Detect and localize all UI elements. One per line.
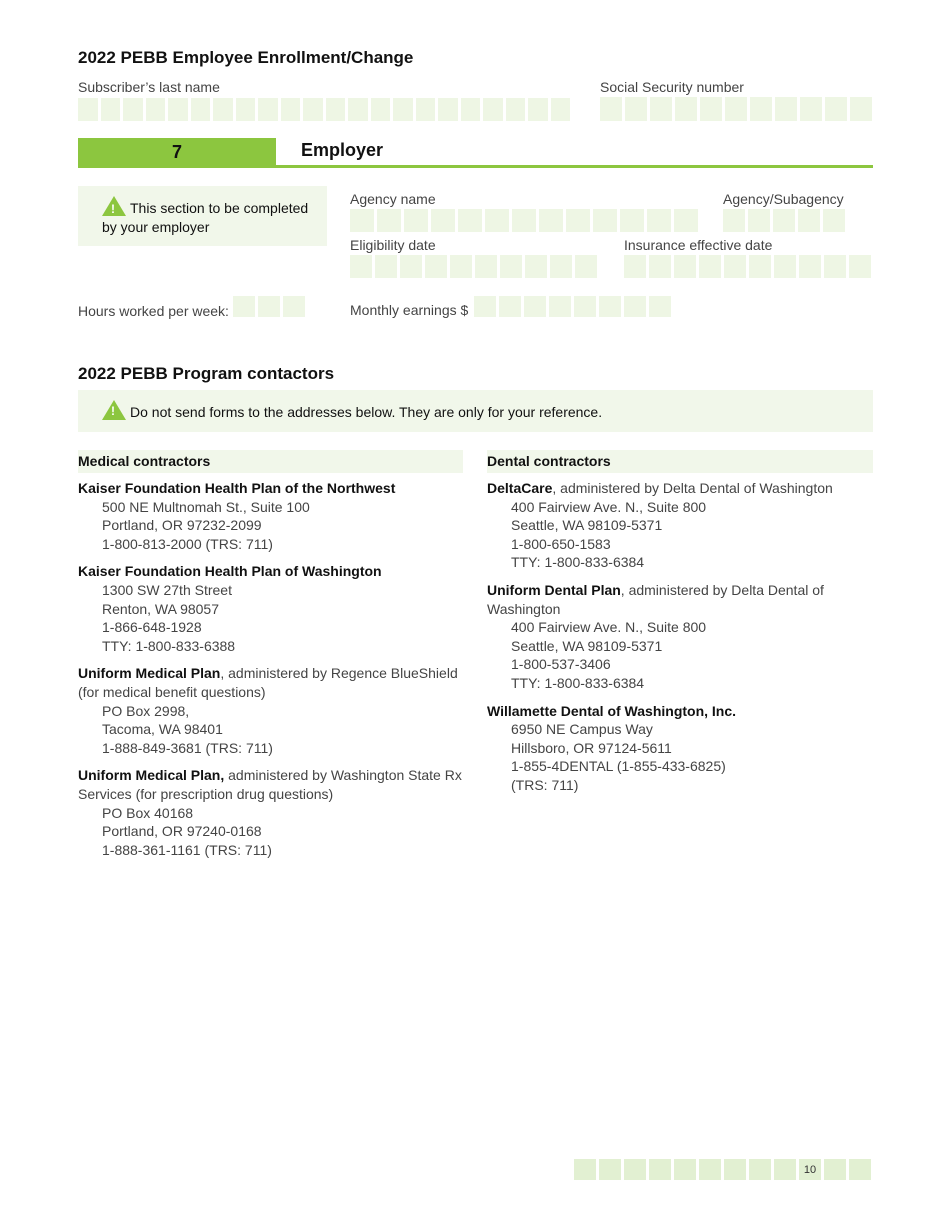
contractor-address-line: 1300 SW 27th Street: [102, 581, 232, 598]
char-box[interactable]: [539, 209, 563, 232]
earnings-field[interactable]: [474, 296, 671, 317]
footer-box: [624, 1159, 646, 1180]
char-box[interactable]: [725, 97, 747, 121]
contractor-address-line: Seattle, WA 98109-5371: [511, 637, 663, 654]
footer-box: [599, 1159, 621, 1180]
notice-text: Do not send forms to the addresses below. They are only for your reference.: [130, 404, 603, 420]
char-box[interactable]: [500, 255, 522, 278]
char-box[interactable]: [506, 98, 526, 121]
char-box[interactable]: [528, 98, 548, 121]
dental-list: [487, 479, 873, 795]
contractor-address-line: 1-855-4DENTAL (1-855-433-6825): [511, 758, 726, 775]
contractor-address-line: 400 Fairview Ave. N., Suite 800: [511, 498, 707, 515]
char-box[interactable]: [258, 98, 278, 121]
char-box[interactable]: [213, 98, 233, 121]
contractor-address-line: 1-800-813-2000 (TRS: 711): [102, 535, 273, 552]
char-box[interactable]: [458, 209, 482, 232]
contractor-entry: [487, 702, 873, 795]
char-box[interactable]: [425, 255, 447, 278]
insurance-date-field[interactable]: [624, 255, 871, 278]
earnings-label: Monthly earnings $: [350, 302, 469, 318]
contractor-entry: [78, 479, 463, 553]
last-name-label: Subscriber’s last name: [78, 79, 220, 95]
char-box[interactable]: [404, 209, 428, 232]
footer-box: [849, 1159, 871, 1180]
char-box[interactable]: [823, 209, 845, 232]
contractor-address-line: 1-866-648-1928: [102, 619, 202, 636]
last-name-field[interactable]: [78, 98, 570, 121]
contractor-name: Willamette Dental of Washington, Inc.: [487, 702, 737, 719]
contractor-address-line: PO Box 2998,: [102, 702, 190, 719]
hours-field[interactable]: [233, 296, 305, 317]
char-box[interactable]: [593, 209, 617, 232]
char-box[interactable]: [350, 209, 374, 232]
char-box[interactable]: [647, 209, 671, 232]
agency-subagency-field[interactable]: [723, 209, 845, 232]
char-box[interactable]: [750, 97, 772, 121]
char-box[interactable]: [625, 97, 647, 121]
employer-note: [78, 186, 327, 246]
char-box[interactable]: [78, 98, 98, 121]
contractor-entry: [78, 562, 463, 655]
char-box[interactable]: [674, 209, 698, 232]
contractor-address-line: PO Box 40168: [102, 804, 194, 821]
contractor-name: Kaiser Foundation Health Plan of Washington: [78, 563, 382, 580]
section-number: 7: [78, 138, 276, 166]
char-box[interactable]: [566, 209, 590, 232]
contractor-address-line: TTY: 1-800-833-6384: [511, 674, 645, 691]
char-box[interactable]: [824, 255, 846, 278]
char-box[interactable]: [348, 98, 368, 121]
char-box[interactable]: [123, 98, 143, 121]
char-box[interactable]: [438, 98, 458, 121]
char-box[interactable]: [350, 255, 372, 278]
char-box[interactable]: [281, 98, 301, 121]
char-box[interactable]: [775, 97, 797, 121]
employer-note-text: This section to be completed by your employer: [102, 200, 309, 235]
dental-heading: Dental contractors: [487, 450, 873, 473]
char-box[interactable]: [600, 97, 622, 121]
char-box[interactable]: [524, 296, 546, 317]
contractor-entry: [487, 479, 873, 572]
char-box[interactable]: [474, 296, 496, 317]
contractor-entry: [78, 766, 463, 859]
char-box[interactable]: [551, 98, 571, 121]
char-box[interactable]: [799, 255, 821, 278]
page-footer: [574, 1159, 871, 1180]
eligibility-date-field[interactable]: [350, 255, 597, 278]
char-box[interactable]: [700, 97, 722, 121]
char-box[interactable]: [371, 98, 391, 121]
medical-column: [78, 450, 463, 868]
contractor-address-line: Renton, WA 98057: [102, 600, 220, 617]
char-box[interactable]: [450, 255, 472, 278]
contractor-name: Uniform Medical Plan, administered by Washington State Rx Services (for prescription drug questions): [78, 767, 462, 802]
char-box[interactable]: [550, 255, 572, 278]
section-title: Employer: [301, 140, 384, 160]
medical-heading: Medical contractors: [78, 450, 463, 473]
contractor-address-line: 1-888-849-3681 (TRS: 711): [102, 739, 273, 756]
footer-box: [574, 1159, 596, 1180]
char-box[interactable]: [575, 255, 597, 278]
section-rule: [78, 165, 873, 168]
char-box[interactable]: [599, 296, 621, 317]
char-box[interactable]: [431, 209, 455, 232]
contactors-notice: [78, 390, 873, 432]
agency-subagency-label: Agency/Subagency: [723, 191, 844, 207]
contractor-address-line: Portland, OR 97240-0168: [102, 823, 262, 840]
char-box[interactable]: [512, 209, 536, 232]
char-box[interactable]: [400, 255, 422, 278]
contractor-address-line: 1-800-650-1583: [511, 535, 611, 552]
char-box[interactable]: [574, 296, 596, 317]
char-box[interactable]: [800, 97, 822, 121]
char-box[interactable]: [258, 296, 280, 317]
char-box[interactable]: [749, 255, 771, 278]
char-box[interactable]: [525, 255, 547, 278]
warning-icon: !: [102, 400, 126, 420]
footer-box: [699, 1159, 721, 1180]
agency-name-label: Agency name: [350, 191, 436, 207]
char-box[interactable]: [825, 97, 847, 121]
contractor-entry: [78, 664, 463, 757]
footer-box: [674, 1159, 696, 1180]
char-box[interactable]: [461, 98, 481, 121]
ssn-field[interactable]: [600, 97, 872, 121]
char-box[interactable]: [748, 209, 770, 232]
char-box[interactable]: [146, 98, 166, 121]
footer-box: [824, 1159, 846, 1180]
contractor-address-line: (TRS: 711): [511, 776, 579, 793]
insurance-date-label: Insurance effective date: [624, 237, 773, 253]
contractor-address-line: 400 Fairview Ave. N., Suite 800: [511, 619, 707, 636]
char-box[interactable]: [416, 98, 436, 121]
contractor-address-line: Tacoma, WA 98401: [102, 721, 223, 738]
char-box[interactable]: [674, 255, 696, 278]
char-box[interactable]: [101, 98, 121, 121]
contractor-address-line: Portland, OR 97232-2099: [102, 517, 262, 534]
medical-list: [78, 479, 463, 859]
hours-label: Hours worked per week:: [78, 303, 229, 319]
page-number: 10: [799, 1159, 821, 1180]
char-box[interactable]: [303, 98, 323, 121]
dental-column: [487, 450, 873, 804]
char-box[interactable]: [549, 296, 571, 317]
char-box[interactable]: [649, 255, 671, 278]
char-box[interactable]: [620, 209, 644, 232]
contractor-name: Uniform Medical Plan, administered by Regence BlueShield (for medical benefit questions): [78, 665, 458, 700]
contractor-entry: [487, 581, 873, 693]
char-box[interactable]: [375, 255, 397, 278]
contractor-address-line: TTY: 1-800-833-6388: [102, 637, 236, 654]
footer-box: [749, 1159, 771, 1180]
char-box[interactable]: [283, 296, 305, 317]
char-box[interactable]: [233, 296, 255, 317]
footer-box: [649, 1159, 671, 1180]
eligibility-date-label: Eligibility date: [350, 237, 436, 253]
char-box[interactable]: [483, 98, 503, 121]
char-box[interactable]: [168, 98, 188, 121]
contractor-address-line: Hillsboro, OR 97124-5611: [511, 739, 672, 756]
contractor-address-line: 1-800-537-3406: [511, 656, 611, 673]
contactors-heading: 2022 PEBB Program contactors: [78, 364, 335, 383]
contractor-address-line: TTY: 1-800-833-6384: [511, 554, 645, 571]
char-box[interactable]: [849, 255, 871, 278]
char-box[interactable]: [723, 209, 745, 232]
char-box[interactable]: [475, 255, 497, 278]
page-title: 2022 PEBB Employee Enrollment/Change: [78, 48, 414, 67]
ssn-label: Social Security number: [600, 79, 744, 95]
char-box[interactable]: [773, 209, 795, 232]
char-box[interactable]: [236, 98, 256, 121]
char-box[interactable]: [675, 97, 697, 121]
contractor-address-line: Seattle, WA 98109-5371: [511, 517, 663, 534]
warning-icon: !: [102, 196, 126, 216]
char-box[interactable]: [377, 209, 401, 232]
char-box[interactable]: [624, 296, 646, 317]
char-box[interactable]: [393, 98, 413, 121]
footer-box: [774, 1159, 796, 1180]
char-box[interactable]: [326, 98, 346, 121]
contractor-address-line: 6950 NE Campus Way: [511, 721, 653, 738]
char-box[interactable]: [774, 255, 796, 278]
char-box[interactable]: [650, 97, 672, 121]
char-box[interactable]: [850, 97, 872, 121]
char-box[interactable]: [724, 255, 746, 278]
char-box[interactable]: [499, 296, 521, 317]
contractor-name: DeltaCare, administered by Delta Dental of Washington: [487, 480, 833, 496]
contractor-name: Uniform Dental Plan, administered by Delta Dental of Washington: [487, 581, 824, 617]
contractor-address-line: 500 NE Multnomah St., Suite 100: [102, 498, 310, 515]
char-box[interactable]: [485, 209, 509, 232]
char-box[interactable]: [699, 255, 721, 278]
char-box[interactable]: [191, 98, 211, 121]
char-box[interactable]: [798, 209, 820, 232]
contractor-address-line: 1-888-361-1161 (TRS: 711): [102, 841, 272, 858]
contractor-name: Kaiser Foundation Health Plan of the Northwest: [78, 480, 396, 496]
agency-name-field[interactable]: [350, 209, 698, 232]
char-box[interactable]: [649, 296, 671, 317]
footer-box: [724, 1159, 746, 1180]
char-box[interactable]: [624, 255, 646, 278]
